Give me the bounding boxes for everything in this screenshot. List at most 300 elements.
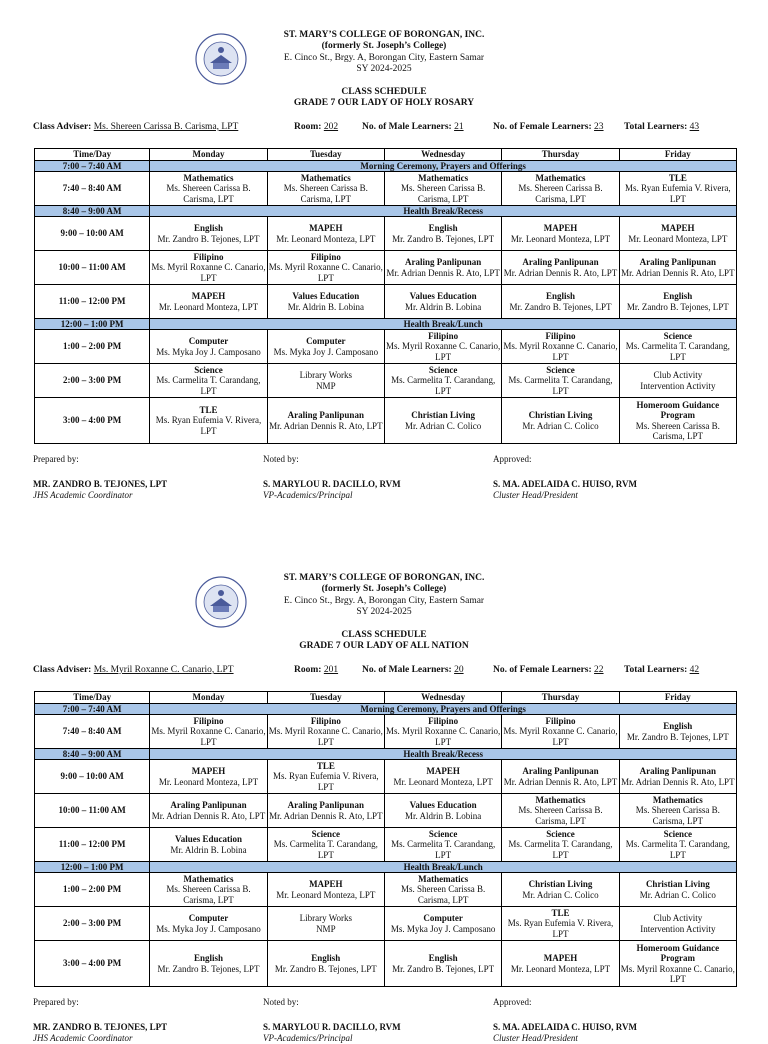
teacher-name: Mr. Adrian Dennis R. Ato, LPT (621, 267, 735, 278)
time-slot: 9:00 – 10:00 AM (35, 760, 150, 794)
subject-name: Christian Living (528, 410, 593, 421)
time-slot: 11:00 – 12:00 PM (35, 828, 150, 862)
schedule-cell (267, 907, 384, 941)
schedule-cell (619, 251, 736, 285)
adviser-value: Ms. Myril Roxanne C. Canario, LPT (93, 664, 234, 675)
subject-name: Mathematics (418, 874, 469, 885)
teacher-name: Mr. Adrian Dennis R. Ato, LPT (503, 776, 618, 787)
schedule-page-1 (0, 30, 768, 500)
time-slot: 3:00 – 4:00 PM (35, 941, 150, 987)
noted-name: S. MARYLOU R. DACILLO, RVM (263, 479, 401, 489)
teacher-name: Ms. Myka Joy J. Camposano (156, 346, 261, 357)
teacher-name: Mr. Zandro B. Tejones, LPT (509, 301, 612, 312)
subject-name: Filipino (193, 252, 224, 263)
teacher-name: Mr. Adrian Dennis R. Ato, LPT (386, 267, 500, 278)
schedule-cell (267, 828, 384, 862)
prepared-label: Prepared by: (33, 454, 79, 464)
subject-name: TLE (551, 908, 570, 919)
teacher-name: Mr. Aldrin B. Lobina (287, 301, 364, 312)
subject-name: Mathematics (418, 173, 469, 184)
teacher-name: Ms. Myril Roxanne C. Canario, LPT (386, 341, 501, 362)
noted-label: Noted by: (263, 454, 299, 464)
teacher-name: Mr. Adrian Dennis R. Ato, LPT (269, 810, 383, 821)
time-slot: 2:00 – 3:00 PM (35, 907, 150, 941)
schedule-cell (619, 172, 736, 206)
teacher-name: Ms. Carmelita T. Carandang, LPT (273, 839, 378, 860)
teacher-name: Mr. Aldrin B. Lobina (405, 810, 482, 821)
school-former-name: (formerly St. Joseph’s College) (321, 584, 447, 595)
activity-label: Library Works (299, 913, 352, 924)
table-row (35, 217, 737, 251)
school-former-name: (formerly St. Joseph’s College) (321, 41, 447, 52)
time-slot: 9:00 – 10:00 AM (35, 217, 150, 251)
teacher-name: Mr. Adrian Dennis R. Ato, LPT (503, 267, 618, 278)
noted-position: VP-Academics/Principal (263, 1033, 353, 1043)
doc-title: CLASS SCHEDULE (341, 86, 427, 97)
schedule-cell (384, 760, 501, 794)
schedule-cell (150, 251, 267, 285)
male-value: 20 (454, 664, 464, 675)
subject-name: Homeroom Guidance Program (636, 400, 720, 421)
table-row (35, 206, 737, 217)
prepared-name: MR. ZANDRO B. TEJONES, LPT (33, 1022, 168, 1032)
subject-name: MAPEH (543, 953, 578, 964)
teacher-name: Ms. Shereen Carissa B. Carisma, LPT (518, 183, 603, 204)
subject-name: Values Education (409, 800, 477, 811)
doc-title: CLASS SCHEDULE (341, 629, 427, 640)
subject-name: Filipino (428, 331, 459, 342)
subject-name: Araling Panlipunan (287, 410, 364, 421)
teacher-name: Mr. Leonard Monteza, LPT (510, 963, 611, 974)
subject-name: Filipino (545, 716, 576, 727)
teacher-name: Mr. Leonard Monteza, LPT (158, 301, 259, 312)
teacher-name: Mr. Zandro B. Tejones, LPT (274, 963, 377, 974)
teacher-name: Ms. Shereen Carissa B. Carisma, LPT (166, 884, 251, 905)
room-value: 202 (323, 121, 339, 132)
subject-name: Filipino (193, 716, 224, 727)
time-slot: 7:40 – 8:40 AM (35, 715, 150, 749)
schedule-cell (150, 828, 267, 862)
schedule-cell (384, 330, 501, 364)
school-seal-icon (195, 576, 247, 628)
teacher-name: Ms. Myril Roxanne C. Canario, LPT (151, 262, 266, 283)
female-value: 23 (594, 121, 604, 132)
schedule-cell (502, 873, 619, 907)
schedule-cell (502, 251, 619, 285)
noted-label: Noted by: (263, 997, 299, 1007)
teacher-name: Ms. Shereen Carissa B. Carisma, LPT (401, 884, 486, 905)
teacher-name: Ms. Myril Roxanne C. Canario, LPT (386, 726, 501, 747)
schedule-cell (619, 941, 736, 987)
male-label: No. of Male Learners: (362, 664, 452, 675)
subject-name: Science (546, 829, 575, 840)
schedule-cell (619, 794, 736, 828)
teacher-name: Mr. Adrian Dennis R. Ato, LPT (269, 420, 383, 431)
schedule-cell (502, 828, 619, 862)
time-slot: 1:00 – 2:00 PM (35, 330, 150, 364)
schedule-cell (502, 760, 619, 794)
teacher-name: Mr. Leonard Monteza, LPT (276, 889, 376, 900)
schedule-cell (619, 330, 736, 364)
time-slot: 10:00 – 11:00 AM (35, 251, 150, 285)
teacher-name: Mr. Adrian C. Colico (639, 889, 716, 900)
teacher-name: Ms. Myril Roxanne C. Canario, LPT (503, 341, 618, 362)
table-row (35, 330, 737, 364)
male-value: 21 (454, 121, 464, 132)
subject-name: Araling Panlipunan (639, 766, 716, 777)
female-value: 22 (594, 664, 604, 675)
schedule-cell (267, 715, 384, 749)
schedule-cell (502, 398, 619, 444)
schedule-cell (619, 285, 736, 319)
subject-name: English (193, 223, 223, 234)
teacher-name: Ms. Myka Joy J. Camposano (390, 923, 496, 934)
subject-name: MAPEH (426, 766, 460, 777)
teacher-name: Ms. Ryan Eufemia V. Rivera, LPT (507, 918, 614, 939)
subject-name: Araling Panlipunan (287, 800, 364, 811)
total-label: Total Learners: (624, 664, 688, 675)
subject-name: Filipino (310, 252, 341, 263)
column-header: Wednesday (384, 149, 501, 161)
noted-position: VP-Academics/Principal (263, 490, 353, 500)
teacher-name: Ms. Ryan Eufemia V. Rivera, LPT (155, 415, 262, 436)
subject-name: Mathematics (300, 173, 351, 184)
teacher-name: Mr. Leonard Monteza, LPT (628, 233, 728, 244)
subject-name: TLE (199, 405, 218, 416)
table-row (35, 172, 737, 206)
teacher-name: Ms. Ryan Eufemia V. Rivera, LPT (273, 771, 379, 792)
column-header: Friday (619, 692, 736, 704)
column-header: Friday (619, 149, 736, 161)
schedule-cell (267, 172, 384, 206)
schedule-cell (150, 794, 267, 828)
schedule-cell (502, 715, 619, 749)
schedule-cell (619, 217, 736, 251)
teacher-name: Ms. Myka Joy J. Camposano (273, 346, 379, 357)
schedule-cell (502, 217, 619, 251)
activity-note: Intervention Activity (640, 923, 716, 934)
table-row (35, 251, 737, 285)
subject-name: English (428, 223, 458, 234)
subject-name: MAPEH (309, 879, 343, 890)
table-row (35, 398, 737, 444)
teacher-name: Mr. Aldrin B. Lobina (170, 844, 247, 855)
activity-note: NMP (316, 380, 336, 391)
schedule-cell (384, 873, 501, 907)
table-row (35, 873, 737, 907)
column-header: Thursday (502, 149, 619, 161)
subject-name: Values Education (409, 291, 477, 302)
subject-name: Mathematics (652, 795, 703, 806)
schedule-cell (150, 873, 267, 907)
male-label: No. of Male Learners: (362, 121, 452, 132)
teacher-name: Ms. Myril Roxanne C. Canario, LPT (268, 262, 383, 283)
column-header: Tuesday (267, 692, 384, 704)
section-name: GRADE 7 OUR LADY OF ALL NATION (299, 641, 469, 652)
schedule-cell (502, 794, 619, 828)
schedule-cell (384, 251, 501, 285)
teacher-name: Mr. Zandro B. Tejones, LPT (157, 963, 260, 974)
table-row (35, 319, 737, 330)
subject-name: MAPEH (543, 223, 578, 234)
prepared-position: JHS Academic Coordinator (33, 1033, 133, 1043)
subject-name: Araling Panlipunan (522, 257, 599, 268)
teacher-name: Ms. Carmelita T. Carandang, LPT (625, 839, 730, 860)
time-slot: 8:40 – 9:00 AM (35, 749, 150, 760)
subject-name: TLE (316, 761, 335, 772)
teacher-name: Ms. Myril Roxanne C. Canario, LPT (620, 963, 735, 984)
subject-name: Science (546, 365, 575, 376)
teacher-name: Mr. Zandro B. Tejones, LPT (392, 233, 495, 244)
teacher-name: Mr. Adrian Dennis R. Ato, LPT (621, 776, 735, 787)
teacher-name: Ms. Carmelita T. Carandang, LPT (391, 839, 496, 860)
approved-position: Cluster Head/President (493, 490, 578, 500)
schedule-cell (502, 172, 619, 206)
activity-note: NMP (316, 923, 336, 934)
school-seal-icon (195, 33, 247, 85)
adviser-label: Class Adviser: (33, 664, 92, 675)
class-info (0, 122, 768, 136)
subject-name: Science (663, 331, 693, 342)
teacher-name: Mr. Adrian C. Colico (522, 889, 599, 900)
schedule-cell (384, 364, 501, 398)
subject-name: Science (663, 829, 693, 840)
time-slot: 7:00 – 7:40 AM (35, 704, 150, 715)
teacher-name: Ms. Myril Roxanne C. Canario, LPT (151, 726, 266, 747)
prepared-name: MR. ZANDRO B. TEJONES, LPT (33, 479, 168, 489)
table-row (35, 941, 737, 987)
activity-label: Club Activity (653, 370, 703, 381)
total-value: 43 (689, 121, 700, 132)
female-label: No. of Female Learners: (493, 121, 592, 132)
schedule-cell (384, 217, 501, 251)
teacher-name: Ms. Carmelita T. Carandang, LPT (156, 375, 261, 396)
school-name: ST. MARY’S COLLEGE OF BORONGAN, INC. (283, 573, 485, 583)
subject-name: English (663, 291, 693, 302)
break-band: Morning Ceremony, Prayers and Offerings (150, 704, 737, 715)
teacher-name: Mr. Adrian C. Colico (522, 420, 599, 431)
column-header: Tuesday (267, 149, 384, 161)
break-band: Health Break/Lunch (150, 862, 737, 873)
schedule-cell (267, 251, 384, 285)
activity-label: Club Activity (653, 913, 703, 924)
subject-name: English (193, 953, 223, 964)
teacher-name: Ms. Myka Joy J. Camposano (156, 923, 261, 934)
subject-name: Filipino (310, 716, 341, 727)
table-row (35, 285, 737, 319)
teacher-name: Mr. Adrian Dennis R. Ato, LPT (151, 810, 266, 821)
total-label: Total Learners: (624, 121, 688, 132)
prepared-label: Prepared by: (33, 997, 79, 1007)
schedule-cell (267, 364, 384, 398)
schedule-cell (619, 715, 736, 749)
school-header (0, 573, 768, 619)
teacher-name: Mr. Leonard Monteza, LPT (158, 776, 259, 787)
school-year: SY 2024-2025 (356, 607, 412, 618)
teacher-name: Mr. Leonard Monteza, LPT (393, 776, 493, 787)
room-label: Room: (294, 121, 322, 132)
female-label: No. of Female Learners: (493, 664, 592, 675)
column-header: Monday (150, 692, 267, 704)
subject-name: Computer (188, 336, 229, 347)
subject-name: Science (428, 829, 458, 840)
teacher-name: Ms. Shereen Carissa B. Carisma, LPT (635, 420, 720, 441)
subject-name: English (545, 291, 575, 302)
table-row (35, 715, 737, 749)
break-band: Health Break/Lunch (150, 319, 737, 330)
schedule-cell (267, 217, 384, 251)
subject-name: Araling Panlipunan (639, 257, 716, 268)
schedule-cell (150, 941, 267, 987)
teacher-name: Ms. Carmelita T. Carandang, LPT (625, 341, 730, 362)
schedule-title (0, 630, 768, 653)
column-header: Monday (150, 149, 267, 161)
teacher-name: Ms. Shereen Carissa B. Carisma, LPT (283, 183, 368, 204)
prepared-position: JHS Academic Coordinator (33, 490, 133, 500)
schedule-table (34, 691, 737, 987)
schedule-cell (384, 941, 501, 987)
total-value: 42 (689, 664, 700, 675)
schedule-cell (502, 285, 619, 319)
school-name: ST. MARY’S COLLEGE OF BORONGAN, INC. (283, 30, 485, 40)
subject-name: English (311, 953, 341, 964)
table-header-row (35, 149, 737, 161)
schedule-cell (267, 760, 384, 794)
noted-name: S. MARYLOU R. DACILLO, RVM (263, 1022, 401, 1032)
teacher-name: Mr. Leonard Monteza, LPT (276, 233, 376, 244)
adviser-value: Ms. Shereen Carissa B. Carisma, LPT (93, 121, 239, 132)
subject-name: Mathematics (535, 795, 586, 806)
teacher-name: Ms. Carmelita T. Carandang, LPT (508, 375, 613, 396)
activity-label: Library Works (299, 370, 352, 381)
table-row (35, 749, 737, 760)
subject-name: Science (194, 365, 223, 376)
schedule-cell (150, 398, 267, 444)
schedule-cell (384, 285, 501, 319)
time-slot: 12:00 – 1:00 PM (35, 319, 150, 330)
subject-name: TLE (668, 173, 687, 184)
schedule-cell (150, 715, 267, 749)
teacher-name: Ms. Myril Roxanne C. Canario, LPT (503, 726, 618, 747)
table-row (35, 760, 737, 794)
schedule-cell (502, 330, 619, 364)
school-address: E. Cinco St., Brgy. A, Borongan City, Eastern Samar (283, 595, 485, 606)
teacher-name: Ms. Carmelita T. Carandang, LPT (508, 839, 613, 860)
schedule-cell (267, 941, 384, 987)
subject-name: Values Education (292, 291, 360, 302)
schedule-cell (150, 330, 267, 364)
table-header-row (35, 692, 737, 704)
schedule-cell (384, 828, 501, 862)
subject-name: Christian Living (645, 879, 710, 890)
subject-name: Filipino (428, 716, 459, 727)
teacher-name: Mr. Zandro B. Tejones, LPT (626, 731, 729, 742)
table-row (35, 794, 737, 828)
approved-position: Cluster Head/President (493, 1033, 578, 1043)
time-slot: 11:00 – 12:00 PM (35, 285, 150, 319)
subject-name: Mathematics (535, 173, 586, 184)
schedule-cell (267, 285, 384, 319)
subject-name: MAPEH (191, 766, 226, 777)
schedule-cell (150, 285, 267, 319)
time-slot: 10:00 – 11:00 AM (35, 794, 150, 828)
subject-name: English (428, 953, 458, 964)
subject-name: Science (428, 365, 458, 376)
subject-name: Computer (188, 913, 229, 924)
class-info (0, 665, 768, 679)
schedule-table (34, 148, 737, 444)
schedule-cell (502, 941, 619, 987)
time-slot: 7:00 – 7:40 AM (35, 161, 150, 172)
room-value: 201 (323, 664, 339, 675)
subject-name: MAPEH (309, 223, 343, 234)
approved-label: Approved: (493, 997, 532, 1007)
schedule-page-2 (0, 573, 768, 1043)
teacher-name: Ms. Carmelita T. Carandang, LPT (391, 375, 496, 396)
teacher-name: Mr. Zandro B. Tejones, LPT (626, 301, 729, 312)
schedule-cell (384, 794, 501, 828)
schedule-cell (619, 873, 736, 907)
schedule-cell (384, 172, 501, 206)
subject-name: Values Education (175, 834, 242, 845)
subject-name: MAPEH (191, 291, 226, 302)
approved-label: Approved: (493, 454, 532, 464)
column-header: Time/Day (35, 692, 150, 704)
column-header: Time/Day (35, 149, 150, 161)
schedule-cell (267, 794, 384, 828)
subject-name: Christian Living (411, 410, 476, 421)
teacher-name: Ms. Shereen Carissa B. Carisma, LPT (166, 183, 251, 204)
schedule-cell (267, 398, 384, 444)
table-row (35, 704, 737, 715)
schedule-cell (619, 828, 736, 862)
schedule-cell (384, 907, 501, 941)
approved-name: S. MA. ADELAIDA C. HUISO, RVM (493, 1022, 637, 1032)
teacher-name: Ms. Shereen Carissa B. Carisma, LPT (635, 805, 720, 826)
time-slot: 7:40 – 8:40 AM (35, 172, 150, 206)
subject-name: Araling Panlipunan (405, 257, 482, 268)
schedule-cell (502, 907, 619, 941)
schedule-cell (619, 907, 736, 941)
teacher-name: Mr. Zandro B. Tejones, LPT (392, 963, 495, 974)
schedule-cell (267, 873, 384, 907)
school-address: E. Cinco St., Brgy. A, Borongan City, Eastern Samar (283, 52, 485, 63)
time-slot: 8:40 – 9:00 AM (35, 206, 150, 217)
schedule-cell (384, 398, 501, 444)
schedule-cell (150, 217, 267, 251)
subject-name: Homeroom Guidance Program (636, 943, 720, 964)
column-header: Thursday (502, 692, 619, 704)
schedule-cell (150, 760, 267, 794)
teacher-name: Mr. Leonard Monteza, LPT (510, 233, 611, 244)
teacher-name: Ms. Shereen Carissa B. Carisma, LPT (518, 805, 603, 826)
subject-name: Araling Panlipunan (522, 766, 599, 777)
table-row (35, 828, 737, 862)
table-row (35, 364, 737, 398)
table-row (35, 907, 737, 941)
teacher-name: Ms. Myril Roxanne C. Canario, LPT (268, 726, 383, 747)
schedule-cell (150, 172, 267, 206)
subject-name: Filipino (545, 331, 576, 342)
time-slot: 12:00 – 1:00 PM (35, 862, 150, 873)
break-band: Morning Ceremony, Prayers and Offerings (150, 161, 737, 172)
schedule-cell (150, 364, 267, 398)
schedule-cell (619, 398, 736, 444)
subject-name: Christian Living (528, 879, 593, 890)
teacher-name: Mr. Aldrin B. Lobina (405, 301, 482, 312)
activity-note: Intervention Activity (640, 380, 716, 391)
time-slot: 1:00 – 2:00 PM (35, 873, 150, 907)
